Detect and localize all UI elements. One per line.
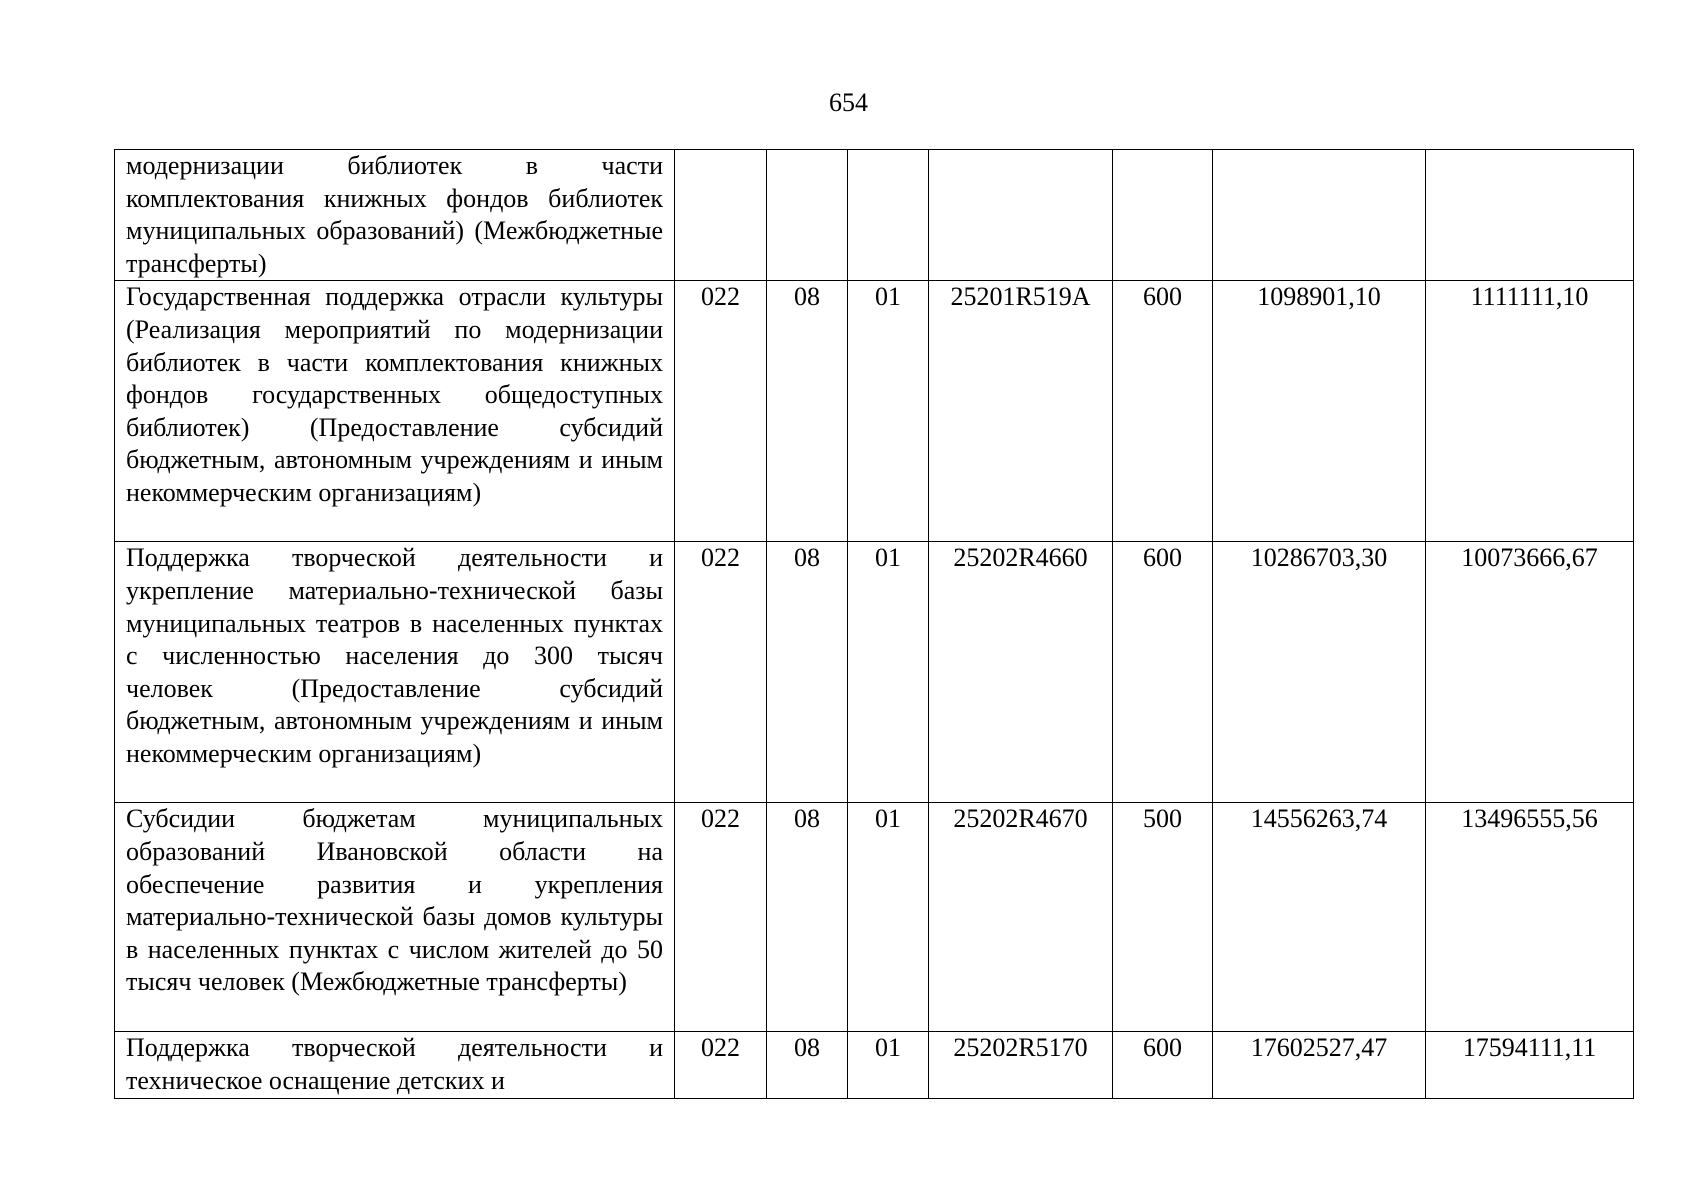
table-row — [115, 542, 1634, 803]
ministry-code — [675, 150, 767, 281]
table-row — [115, 150, 1634, 281]
amount-year2 — [1426, 150, 1634, 281]
amount-year2: 17594111,11 — [1426, 1032, 1634, 1098]
amount-year1 — [1213, 150, 1426, 281]
amount-year2: 13496555,56 — [1426, 803, 1634, 1032]
ministry-code: 022 — [675, 542, 767, 803]
row-description: Субсидии бюджетам муниципальных образований Ивановской области на обеспечение развития и укрепления материально-технической базы домов культуры в населенных пунктах с числом жителей до 50 тысяч человек (Межбюджетные трансферты) — [115, 803, 675, 1032]
table-row — [115, 1032, 1634, 1098]
amount-year2: 10073666,67 — [1426, 542, 1634, 803]
section-code — [767, 150, 848, 281]
amount-year2: 1111111,10 — [1426, 281, 1634, 542]
table-row — [115, 281, 1634, 542]
section-code: 08 — [767, 1032, 848, 1098]
expense-type-code: 500 — [1113, 803, 1213, 1032]
target-article-code: 25201R519A — [929, 281, 1113, 542]
row-description: Государственная поддержка отрасли культуры (Реализация мероприятий по модернизации библиотек в части комплектования книжных фондов государственных общедоступных библиотек) (Предоставление субсидий бюджетным, автономным учреждениям и иным некоммерческим организациям) — [115, 281, 675, 542]
row-description: Поддержка творческой деятельности и техническое оснащение детских и — [115, 1032, 675, 1098]
target-article-code: 25202R5170 — [929, 1032, 1113, 1098]
ministry-code: 022 — [675, 803, 767, 1032]
subsection-code: 01 — [848, 1032, 929, 1098]
amount-year1: 17602527,47 — [1213, 1032, 1426, 1098]
section-code: 08 — [767, 281, 848, 542]
budget-table — [114, 149, 1634, 1099]
expense-type-code: 600 — [1113, 1032, 1213, 1098]
subsection-code: 01 — [848, 542, 929, 803]
row-description: Поддержка творческой деятельности и укрепление материально-технической базы муниципальных театров в населенных пунктах с численностью населения до 300 тысяч человек (Предоставление субсидий бюджетным, автономным учреждениям и иным некоммерческим организациям) — [115, 542, 675, 803]
amount-year1: 10286703,30 — [1213, 542, 1426, 803]
expense-type-code: 600 — [1113, 281, 1213, 542]
section-code: 08 — [767, 542, 848, 803]
subsection-code — [848, 150, 929, 281]
amount-year1: 1098901,10 — [1213, 281, 1426, 542]
row-description: модернизации библиотек в части комплектования книжных фондов библиотек муниципальных образований) (Межбюджетные трансферты) — [115, 150, 675, 281]
page-number: 654 — [829, 88, 868, 117]
subsection-code: 01 — [848, 803, 929, 1032]
ministry-code: 022 — [675, 1032, 767, 1098]
ministry-code: 022 — [675, 281, 767, 542]
section-code: 08 — [767, 803, 848, 1032]
table-row — [115, 803, 1634, 1032]
target-article-code — [929, 150, 1113, 281]
subsection-code: 01 — [848, 281, 929, 542]
expense-type-code: 600 — [1113, 542, 1213, 803]
expense-type-code — [1113, 150, 1213, 281]
target-article-code: 25202R4670 — [929, 803, 1113, 1032]
target-article-code: 25202R4660 — [929, 542, 1113, 803]
amount-year1: 14556263,74 — [1213, 803, 1426, 1032]
